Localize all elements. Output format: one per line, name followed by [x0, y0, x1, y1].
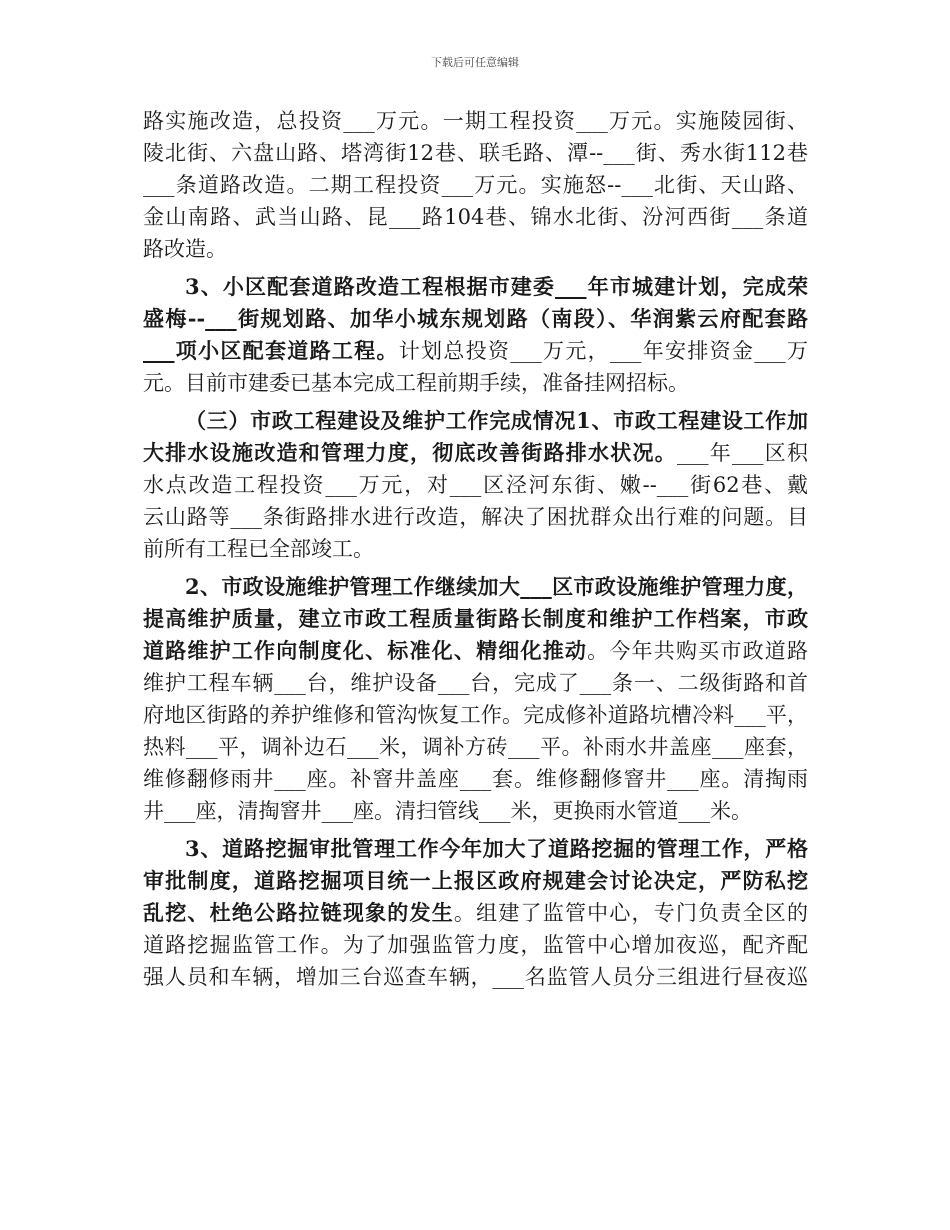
text-line: 金山南路、武当山路、昆___路104巷、锦水北街、汾河西街___条道 [143, 205, 808, 229]
text-line: 道路维护工作向制度化、标准化、精细化推动。今年共购买市政道路 [143, 638, 808, 663]
text-line: 元。目前市建委已基本完成工程前期手续，准备挂网招标。 [143, 371, 689, 395]
text-line: 盛梅--___街规划路、加华小城东规划路（南段）、华润紫云府配套路 [143, 306, 808, 331]
text-line: 井___座，清掏窨井___座。清扫管线___米，更换雨水管道___米。 [143, 799, 752, 823]
text-line: 审批制度，道路挖掘项目统一上报区政府规建会讨论决定，严防私挖 [143, 868, 808, 893]
text-line: 府地区街路的养护维修和管沟恢复工作。完成修补道路坑槽冷料___平， [143, 703, 808, 727]
text-line: 大排水设施改造和管理力度，彻底改善街路排水状况。___年___区积 [143, 440, 808, 465]
text-line: 路实施改造，总投资___万元。一期工程投资___万元。实施陵园街、 [143, 109, 808, 133]
text-line: 水点改造工程投资___万元，对___区泾河东街、嫩--___街62巷、戴 [143, 473, 808, 497]
text-line: 前所有工程已全部竣工。 [143, 537, 374, 561]
text-line: 乱挖、杜绝公路拉链现象的发生。组建了监管中心，专门负责全区的 [143, 900, 808, 925]
text-line: 道路挖掘监管工作。为了加强监管力度，监管中心增加夜巡，配齐配 [143, 933, 808, 957]
text-line: 提高维护质量，建立市政工程质量街路长制度和维护工作档案，市政 [143, 606, 808, 631]
page-header: 下载后可任意编辑 [431, 56, 519, 69]
text-line: 云山路等___条街路排水进行改造，解决了困扰群众出行难的问题。目 [143, 505, 808, 529]
document-body [143, 105, 808, 993]
text-line: 热料___平，调补边石___米，调补方砖___平。补雨水井盖座___座套， [143, 735, 808, 759]
text-line: ___条道路改造。二期工程投资___万元。实施怒--___北街、天山路、 [143, 173, 808, 197]
text-line: 路改造。 [143, 237, 227, 261]
text-line: 3、道路挖掘审批管理工作今年加大了道路挖掘的管理工作，严格 [185, 836, 808, 861]
text-line: 维修翻修雨井___座。补窨井盖座___套。维修翻修窨井___座。清掏雨 [143, 767, 808, 791]
text-line: （三）市政工程建设及维护工作完成情况1、市政工程建设工作加 [185, 408, 808, 433]
text-line: ___项小区配套道路工程。计划总投资___万元，___年安排资金___万 [143, 338, 808, 363]
text-line: 维护工程车辆___台，维护设备___台，完成了___条一、二级街路和首 [143, 671, 808, 695]
text-line: 3、小区配套道路改造工程根据市建委___年市城建计划，完成荣 [185, 274, 808, 299]
text-line: 2、市政设施维护管理工作继续加大___区市政设施维护管理力度， [185, 574, 808, 599]
text-line: 强人员和车辆，增加三台巡查车辆，___名监管人员分三组进行昼夜巡 [143, 965, 808, 989]
text-line: 陵北街、六盘山路、塔湾街12巷、联毛路、潭--___街、秀水街112巷 [143, 141, 808, 165]
